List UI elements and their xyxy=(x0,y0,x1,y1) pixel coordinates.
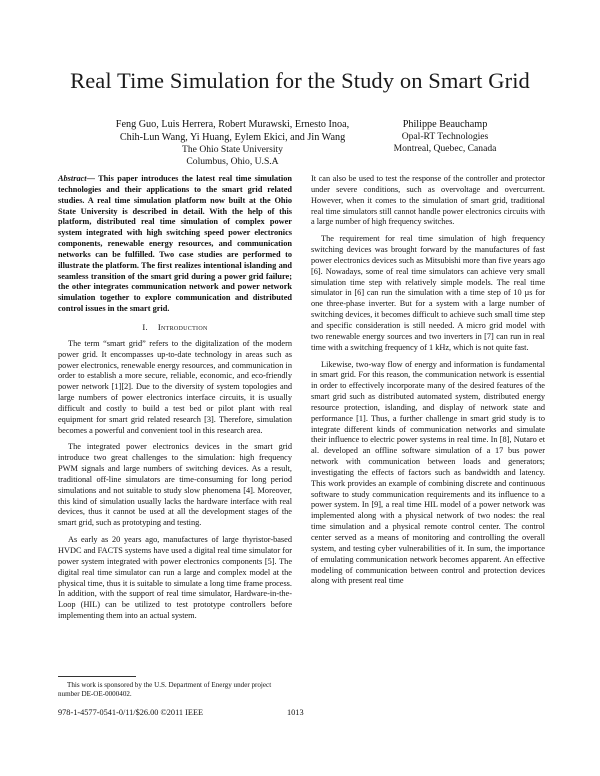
affiliation-location: Columbus, Ohio, U.S.A xyxy=(186,156,279,167)
intro-paragraph-6: Likewise, two-way flow of energy and information is fundamental in smart grid. For this reason, the communication network is essential in order to effectively incorporate many of the desired features of the smart grid such as distributed automated system, distributed energy resource protection, islanding, and display of network state and performance [1]. Thus, a further challenge in smart grid study is to integrate different kinds of communication networks and simulate their influence to electric power systems in real time. In [8], Nutaro et al. developed an offline software simulation of a 17 bus power network with communication between loads and generators; investigating the effects of factors such as bandwidth and latency. This work provides an example of combining discrete and continuous software to study communication requirements and its influence to a power system. In [9], a real time HIL model of a power network was implemented along with a physical network of two nodes: the real time simulation and a physical remote control center. The control center served as a means of monitoring and controlling the overall system, and testing cyber vulnerabilities of it. In sum, the importance of emulating communication network becomes apparent. An effective modeling of communication between control and protection devices along with present real time xyxy=(311,359,545,586)
section-number: I. xyxy=(142,321,149,332)
page-number: 1013 xyxy=(287,708,304,717)
author-names-line-2: Chih-Lun Wang, Yi Huang, Eylem Ekici, and Jin Wang xyxy=(119,132,346,143)
authors-right-block xyxy=(370,118,520,155)
copyright-line: 978-1-4577-0541-0/11/$26.00 ©2011 IEEE xyxy=(58,708,204,717)
author-names-line-1: Feng Guo, Luis Herrera, Robert Murawski, Ernesto Inoa, xyxy=(115,119,350,130)
right-column xyxy=(311,174,545,593)
intro-paragraph-2: The integrated power electronics devices in the smart grid introduce two great challenges to the simulation: high frequency PWM signals and large numbers of switching devices. As a result, traditional off-line simulators are time-consuming for long period simulations and not suitable to study slow phenomena [4]. Moreover, this kind of simulation usually lacks the hardware interface with real devices, thus it cannot be used at all the development stages of the smart grid, such as prototyping and testing. xyxy=(58,442,292,528)
affiliation-company-location: Montreal, Quebec, Canada xyxy=(393,143,497,154)
intro-paragraph-1: The term “smart grid” refers to the digitalization of the modern power grid. It encompasses up-to-date technology in areas such as power electronics, renewable energy resources, and communication in order to establish a more secure, reliable, economic, and eco-friendly power network [1][2]. Due to the diversity of system topologies and large numbers of power electronics interface circuits, it is usually difficult and costly to build a test bed or pilot plant with real equipment for smart grid related research [3]. Therefore, simulation becomes a powerful and convenient tool in this research area. xyxy=(58,338,292,435)
section-title: Introduction xyxy=(157,321,208,332)
abstract-label: Abstract xyxy=(58,174,87,183)
section-heading-introduction xyxy=(58,322,292,333)
affiliation-university: The Ohio State University xyxy=(182,144,283,155)
paper-title: Real Time Simulation for the Study on Smart Grid xyxy=(70,68,530,93)
footnote-divider xyxy=(58,676,136,677)
intro-paragraph-3: As early as 20 years ago, manufactures of large thyristor-based HVDC and FACTS systems have used a digital real time simulator for power system integrated with power electronics components [5]. The digital real time simulator can run a large and complex model at the physical time, thus it is suitable to simulate a long time frame process. In addition, with the support of real time simulator, Hardware-in-the-Loop (HIL) can be utilized to test prototype controllers before implementing them into an actual system. xyxy=(58,535,292,621)
funding-footnote: This work is sponsored by the U.S. Department of Energy under project number DE-OE-0000402. xyxy=(58,681,272,698)
intro-paragraph-4: It can also be used to test the response of the controller and protector under severe conditions, such as overvoltage and overcurrent. However, when it comes to the simulation of smart grid, traditional real time simulators still cannot handle power electronics circuits with a large number of high frequency switches. xyxy=(311,174,545,227)
authors-left-block xyxy=(100,118,365,168)
affiliation-company: Opal-RT Technologies xyxy=(401,131,489,142)
abstract-text: — This paper introduces the latest real time simulation technologies and their applications to the smart grid related studies. A real time simulation platform now built at the Ohio State University is described in detail. With the help of this platform, distributed real time simulation of complex power system integrated with high switching speed power electronics components, renewable energy resources, and communication networks can be fulfilled. Two case studies are performed to illustrate the platform. The first realizes intentional islanding and seamless transition of the smart grid during a power grid failure; the other integrates communication network and power network simulation together to explore communication and distributed control issues in the smart grid. xyxy=(58,174,292,314)
intro-paragraph-5: The requirement for real time simulation of high frequency switching devices was brought forward by the manufactures of fast power electronics devices such as Mitsubishi more than five years ago [6]. Nowadays, some of real time simulators can achieve very small simulation time step with relatively simple models. The real time simulator in [6] can run the simulation with a time step of 10 µs for one three-phase inverter. But for a system with a large number of switching devices, it becomes difficult to achieve such small time step and specific consideration is still needed. A micro grid model with two renewable energy sources and two inverters in [7] can run in real time with a switching frequency of 1 kHz, which is not quite fast. xyxy=(311,234,545,352)
left-column xyxy=(58,174,292,628)
author-name-beauchamp: Philippe Beauchamp xyxy=(402,119,488,130)
abstract xyxy=(58,174,292,315)
